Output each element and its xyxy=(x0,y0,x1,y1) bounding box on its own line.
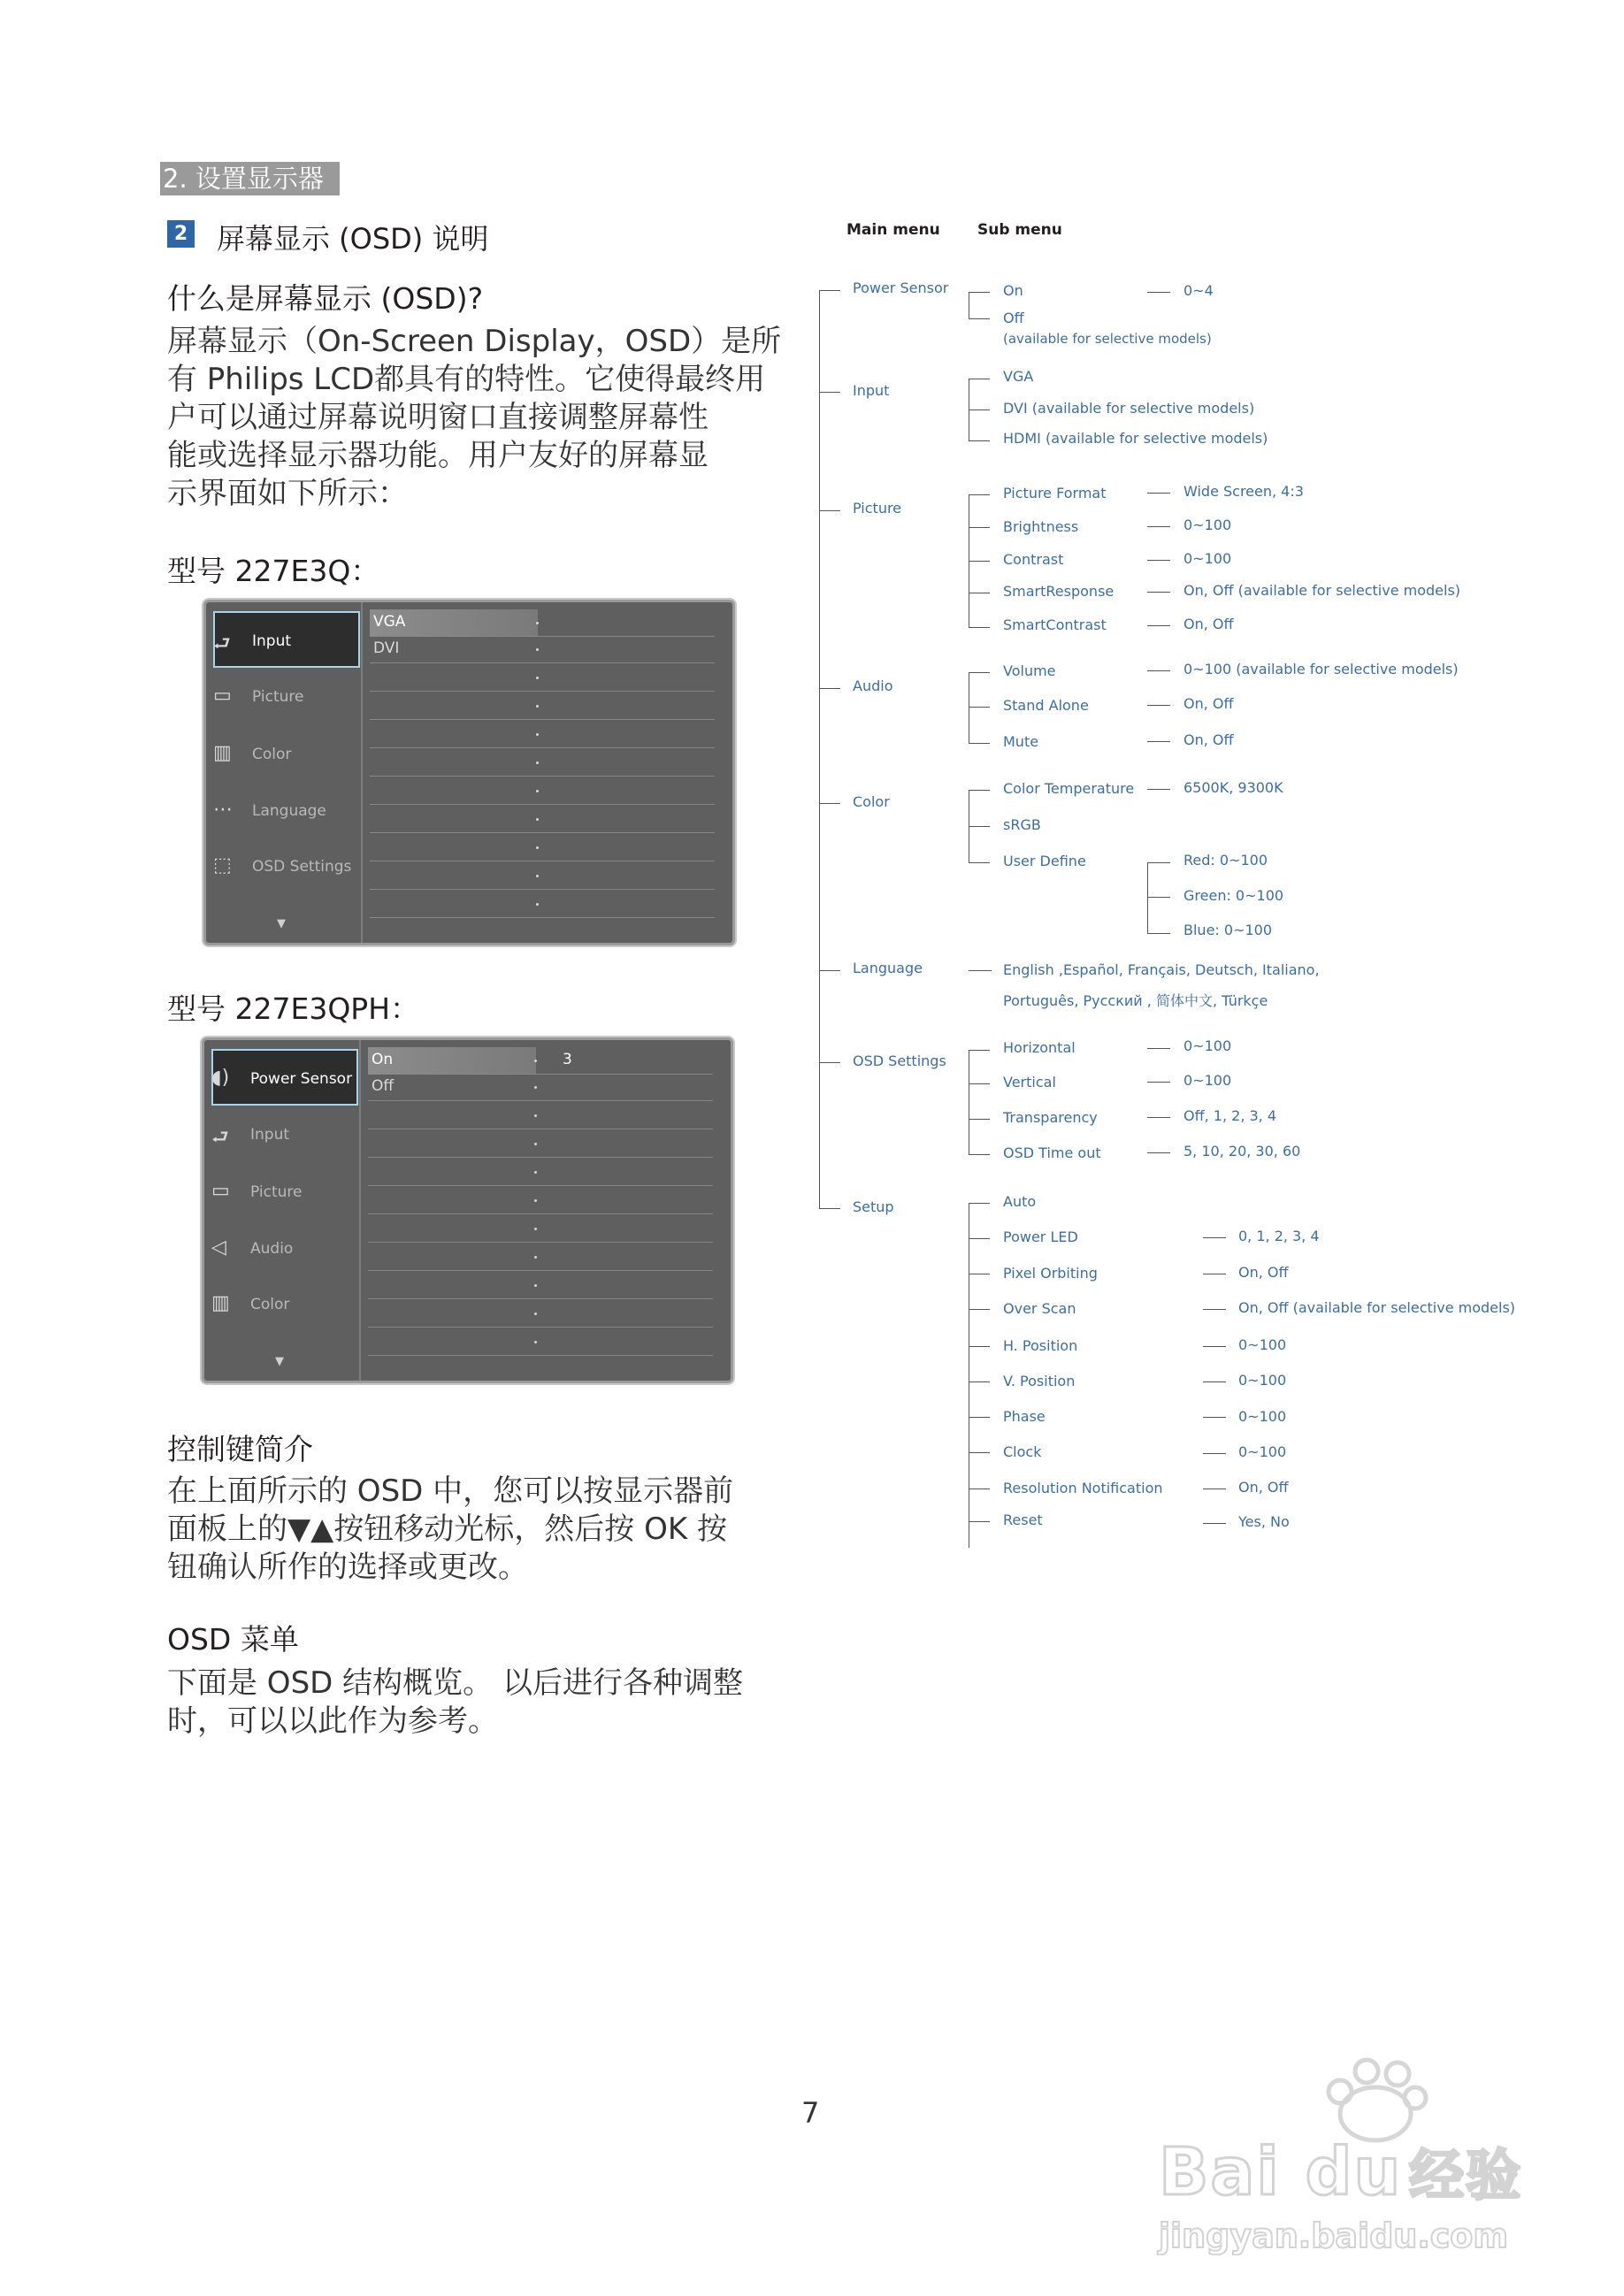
scroll-down-icon: ▼ xyxy=(275,1355,284,1368)
tree-value: On, Off (available for selective models) xyxy=(1184,582,1461,599)
tree-main-setup: Setup xyxy=(853,1198,894,1215)
tree-value: 5, 10, 20, 30, 60 xyxy=(1184,1143,1301,1159)
tree-note: (available for selective models) xyxy=(1003,331,1212,347)
tree-sub-item: On xyxy=(1003,282,1023,299)
watermark-brand: Bai du 经验 xyxy=(1159,2134,1523,2210)
tree-sub-item: HDMI (available for selective models) xyxy=(1003,430,1268,447)
para-line: 时，可以以此作为参考。 xyxy=(167,1703,498,1739)
tree-sub-item: SmartResponse xyxy=(1003,583,1115,600)
color-icon: ▥ xyxy=(211,1292,230,1314)
tree-sub-item: SmartContrast xyxy=(1003,616,1107,633)
tree-value: 0~100 xyxy=(1184,550,1232,567)
tree-sub-item: Resolution Notification xyxy=(1003,1480,1163,1496)
tree-sub-item: DVI (available for selective models) xyxy=(1003,400,1255,417)
tree-value: Yes, No xyxy=(1238,1513,1290,1530)
osd-item-label: Color xyxy=(250,1296,290,1313)
osd-item-label: Color xyxy=(252,746,292,763)
tree-sub-item: H. Position xyxy=(1003,1337,1078,1354)
tree-sub-item: Color Temperature xyxy=(1003,780,1135,797)
tree-main-language: Language xyxy=(853,960,923,976)
tree-sub-item: Picture Format xyxy=(1003,485,1107,501)
picture-icon: ▭ xyxy=(213,685,232,707)
input-icon: ⮐ xyxy=(213,633,231,655)
power-sensor-icon: ◖) xyxy=(211,1067,230,1089)
osd-row-label: DVI xyxy=(373,639,400,657)
tree-value: On, Off xyxy=(1238,1264,1289,1281)
section-tag: 2. 设置显示器 xyxy=(160,162,340,195)
tree-main-power-sensor: Power Sensor xyxy=(853,279,949,296)
tree-sub-item: V. Position xyxy=(1003,1373,1076,1389)
para-line: 面板上的▼▲按钮移动光标，然后按 OK 按 xyxy=(167,1512,727,1547)
tree-sub-item: Stand Alone xyxy=(1003,697,1089,714)
section-number-badge: 2 xyxy=(167,220,195,248)
tree-value: On, Off xyxy=(1238,1479,1289,1496)
osd-item-label: Language xyxy=(252,802,326,820)
color-icon: ▥ xyxy=(213,742,232,764)
tree-sub-item: Phase xyxy=(1003,1408,1046,1425)
tree-sub-item: Over Scan xyxy=(1003,1300,1076,1317)
keys-heading: 控制键简介 xyxy=(167,1432,313,1466)
main-menu-header: Main menu xyxy=(846,221,940,239)
tree-value: 0, 1, 2, 3, 4 xyxy=(1238,1228,1320,1244)
para-line: 在上面所示的 OSD 中，您可以按显示器前 xyxy=(167,1473,734,1509)
tree-sub-item: Horizontal xyxy=(1003,1039,1076,1056)
tree-value: 0~100 xyxy=(1184,1037,1232,1054)
tree-value: Green: 0~100 xyxy=(1184,887,1284,904)
tree-sub-item: Vertical xyxy=(1003,1074,1056,1091)
tree-sub-item: User Define xyxy=(1003,853,1086,869)
tree-sub-item: Português, Русский , 简体中文, Türkçe xyxy=(1003,992,1268,1009)
tree-value: 0~100 xyxy=(1238,1372,1287,1389)
tree-value: 6500K, 9300K xyxy=(1184,779,1283,796)
tree-sub-item: OSD Time out xyxy=(1003,1144,1101,1161)
osd-row-value: 3 xyxy=(563,1051,572,1068)
osd-item-label: Picture xyxy=(250,1183,303,1201)
tree-value: 0~100 xyxy=(1238,1336,1287,1353)
baidu-jingyan-watermark xyxy=(1150,2052,1530,2255)
osd-menu-heading: OSD 菜单 xyxy=(167,1622,299,1657)
tree-value: On, Off xyxy=(1184,731,1234,748)
tree-value: 0~100 xyxy=(1238,1408,1287,1425)
tree-main-osd-settings: OSD Settings xyxy=(853,1052,946,1069)
scroll-down-icon: ▼ xyxy=(277,917,286,930)
language-icon: ⋯ xyxy=(213,799,233,821)
tree-value: Off, 1, 2, 3, 4 xyxy=(1184,1107,1277,1124)
tree-value: 0~100 xyxy=(1238,1443,1287,1460)
osd-item-label: Audio xyxy=(250,1240,294,1258)
tree-sub-item: Volume xyxy=(1003,662,1056,679)
para-line: 能或选择显示器功能。用户友好的屏幕显 xyxy=(167,438,709,473)
tree-value: 0~100 xyxy=(1184,1072,1232,1089)
tree-sub-item: Brightness xyxy=(1003,518,1079,535)
tree-value: On, Off xyxy=(1184,695,1234,712)
para-line: 示界面如下所示： xyxy=(167,476,408,511)
tree-sub-item: Power LED xyxy=(1003,1228,1078,1245)
osd-item-label: OSD Settings xyxy=(252,858,352,876)
tree-main-picture: Picture xyxy=(853,500,902,517)
tree-sub-item: Clock xyxy=(1003,1443,1042,1460)
tree-value: On, Off xyxy=(1184,616,1234,632)
osd-row-label: On xyxy=(372,1051,394,1068)
tree-sub-item: English ,Español, Français, Deutsch, Italiano, xyxy=(1003,961,1320,978)
page-number: 7 xyxy=(801,2096,820,2130)
what-is-osd-heading: 什么是屏幕显示 (OSD)? xyxy=(167,281,484,316)
tree-sub-item: Auto xyxy=(1003,1193,1037,1210)
picture-icon: ▭ xyxy=(211,1180,230,1202)
audio-icon: ◁ xyxy=(211,1236,226,1259)
watermark-url: jingyan.baidu.com xyxy=(1159,2216,1508,2255)
tree-value: 0~100 (available for selective models) xyxy=(1184,661,1459,677)
tree-main-audio: Audio xyxy=(853,677,893,694)
tree-value: Red: 0~100 xyxy=(1184,852,1268,869)
tree-main-color: Color xyxy=(853,793,890,810)
tree-sub-item: Contrast xyxy=(1003,551,1064,568)
tree-sub-item: Transparency xyxy=(1003,1109,1098,1126)
section-title: 屏幕显示 (OSD) 说明 xyxy=(217,222,489,256)
tree-sub-item: Off xyxy=(1003,310,1024,326)
sub-menu-header: Sub menu xyxy=(977,221,1062,239)
osd-row-label: VGA xyxy=(373,613,406,631)
tree-sub-item: VGA xyxy=(1003,368,1034,385)
tree-sub-item: Mute xyxy=(1003,733,1039,750)
osd-settings-icon: ⬚ xyxy=(213,854,232,876)
tree-value: 0~4 xyxy=(1184,282,1214,299)
para-line: 屏幕显示（On-Screen Display，OSD）是所 xyxy=(167,324,782,359)
input-icon: ⮐ xyxy=(211,1127,229,1149)
model2-heading: 型号 227E3QPH： xyxy=(167,991,420,1026)
tree-value: On, Off (available for selective models) xyxy=(1238,1299,1516,1316)
osd-item-label: Power Sensor xyxy=(250,1070,353,1088)
osd-item-label: Picture xyxy=(252,688,304,706)
osd-row-label: Off xyxy=(372,1077,395,1095)
osd-item-label: Input xyxy=(250,1126,290,1144)
tree-sub-item: Reset xyxy=(1003,1512,1043,1528)
tree-value: 0~100 xyxy=(1184,517,1232,533)
model1-heading: 型号 227E3Q： xyxy=(167,554,380,588)
para-line: 有 Philips LCD都具有的特性。它使得最终用 xyxy=(167,362,766,397)
tree-main-input: Input xyxy=(853,382,890,399)
tree-value: Wide Screen, 4:3 xyxy=(1184,483,1304,500)
tree-value: Blue: 0~100 xyxy=(1184,922,1273,938)
para-line: 下面是 OSD 结构概览。 以后进行各种调整 xyxy=(167,1665,743,1701)
tree-sub-item: Pixel Orbiting xyxy=(1003,1265,1098,1282)
para-line: 钮确认所作的选择或更改。 xyxy=(167,1550,528,1585)
para-line: 户可以通过屏幕说明窗口直接调整屏幕性 xyxy=(167,400,709,435)
tree-sub-item: sRGB xyxy=(1003,816,1041,833)
osd-item-label: Input xyxy=(252,632,292,650)
